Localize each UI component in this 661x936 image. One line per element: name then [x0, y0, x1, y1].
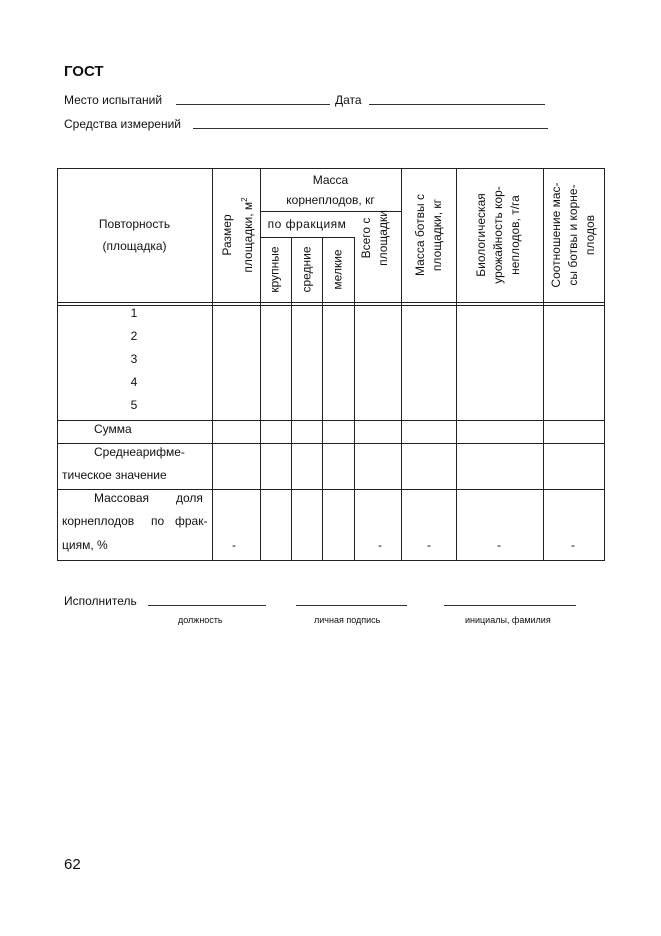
share-line1b: доля: [176, 491, 203, 505]
header-area-line2: площадки, м: [241, 201, 255, 273]
share-dash-total: -: [378, 538, 382, 552]
header-small: мелкие: [330, 249, 345, 290]
header-ratio: [548, 168, 600, 302]
header-mass-line1: Масса: [312, 172, 349, 187]
header-ratio-line3: плодов: [583, 214, 597, 256]
name-field[interactable]: [444, 605, 576, 606]
document-title: ГОСТ: [64, 63, 104, 80]
header-fractions: по фракциям: [267, 217, 347, 231]
name-caption: инициалы, фамилия: [465, 615, 551, 625]
signature-field[interactable]: [296, 605, 407, 606]
header-ratio-line2: сы ботвы и корне-: [566, 184, 580, 286]
sum-label: Сумма: [94, 422, 132, 436]
row-number-2: 2: [130, 329, 138, 343]
header-repetition: [57, 168, 212, 302]
header-repetition-line1: Повторность: [98, 217, 171, 231]
header-repetition-line2: (площадка): [102, 239, 167, 253]
executor-label: Исполнитель: [64, 594, 137, 608]
share-dash-tops: -: [427, 538, 431, 552]
header-large: крупные: [267, 246, 282, 293]
instruments-field[interactable]: [193, 128, 548, 129]
row-number-3: 3: [130, 352, 138, 366]
mean-line1: Среднеарифме-: [94, 445, 185, 459]
row-number-4: 4: [130, 375, 138, 389]
header-medium: средние: [299, 246, 314, 293]
header-area-sup: 2: [240, 197, 249, 202]
row-number-5: 5: [130, 398, 138, 412]
header-total-line1: Всего с: [359, 217, 373, 259]
header-yield-line2: урожайность кор-: [491, 186, 505, 284]
header-mass-line2: корнеплодов, кг: [286, 192, 375, 207]
position-field[interactable]: [148, 605, 266, 606]
place-field[interactable]: [176, 104, 330, 105]
header-yield-line1: Биологическая: [474, 193, 488, 277]
header-area: [219, 168, 253, 302]
share-line2b: по: [151, 514, 165, 528]
share-line2c: фрак-: [175, 514, 208, 528]
date-field[interactable]: [369, 104, 545, 105]
page-number: 62: [64, 856, 81, 873]
share-dash-yield: -: [497, 538, 501, 552]
header-tops: [412, 168, 446, 302]
share-dash-area: -: [232, 538, 236, 552]
header-yield: [473, 168, 525, 302]
header-ratio-line1: Соотношение мас-: [549, 182, 563, 288]
share-dash-ratio: -: [571, 538, 575, 552]
share-line3: циям, %: [62, 538, 108, 552]
header-yield-line3: неплодов, т/га: [508, 195, 522, 275]
position-caption: должность: [178, 615, 223, 625]
row-number-1: 1: [130, 306, 138, 320]
measurement-table: [57, 168, 605, 561]
instruments-label: Средства измерений: [64, 117, 182, 131]
header-total: [358, 191, 392, 285]
header-area-line1: Размер: [220, 214, 234, 256]
header-total-line2: площадки: [376, 210, 390, 266]
share-line1a: Массовая: [94, 491, 150, 505]
share-line2a: корнеплодов: [62, 514, 135, 528]
header-tops-line1: Масса ботвы с: [413, 194, 427, 276]
header-tops-line2: площадки, кг: [430, 198, 444, 272]
signature-caption: личная подпись: [314, 615, 381, 625]
date-label: Дата: [335, 93, 362, 107]
place-label: Место испытаний: [64, 93, 163, 107]
mean-line2: тическое значение: [62, 468, 167, 482]
